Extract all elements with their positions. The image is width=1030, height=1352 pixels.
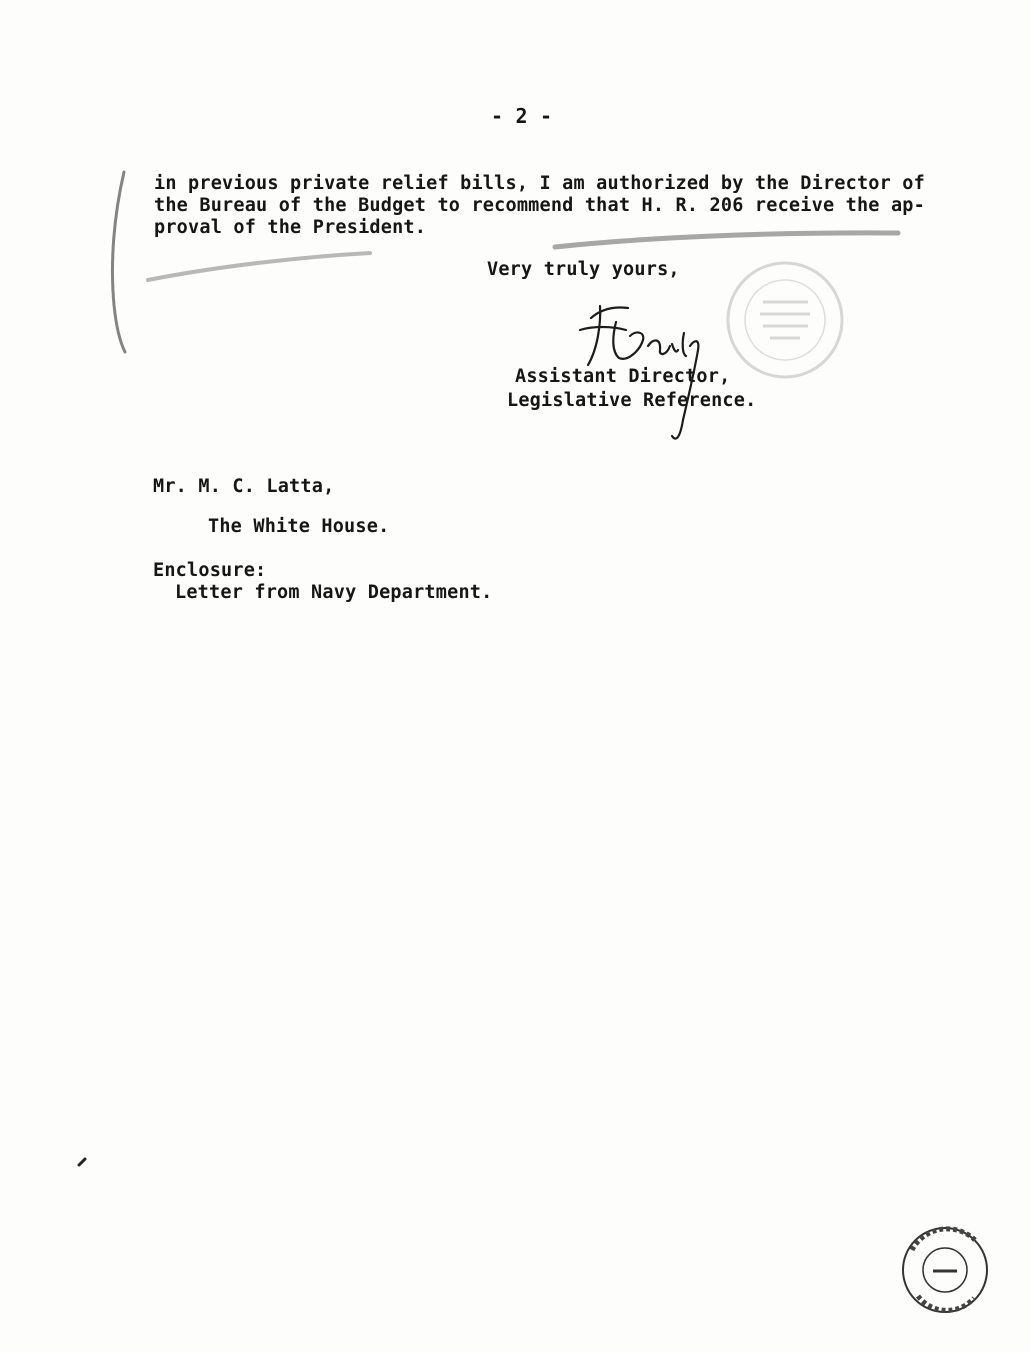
pencil-underline-left <box>148 253 370 280</box>
archive-seal-stamp <box>728 263 842 377</box>
body-line: proval of the President. <box>154 217 427 238</box>
pencil-underline-right <box>555 233 898 247</box>
enclosure-label: Enclosure: <box>153 560 267 581</box>
signer-title-line: Legislative Reference. <box>507 390 757 411</box>
ink-fleck <box>79 1159 85 1165</box>
body-line: the Bureau of the Budget to recommend that H. R. 206 receive the ap- <box>154 195 925 216</box>
enclosure-item: Letter from Navy Department. <box>175 582 493 603</box>
closing-salutation: Very truly yours, <box>487 259 680 280</box>
body-line: in previous private relief bills, I am authorized by the Director of <box>154 173 925 194</box>
addressee-place: The White House. <box>208 516 390 537</box>
handwritten-signature <box>580 306 698 439</box>
pencil-margin-bracket <box>112 172 125 352</box>
page-number: - 2 - <box>491 104 553 128</box>
signer-title-line: Assistant Director, <box>515 366 731 387</box>
nara-seal-stamp <box>903 1228 987 1312</box>
addressee-name: Mr. M. C. Latta, <box>153 476 335 497</box>
